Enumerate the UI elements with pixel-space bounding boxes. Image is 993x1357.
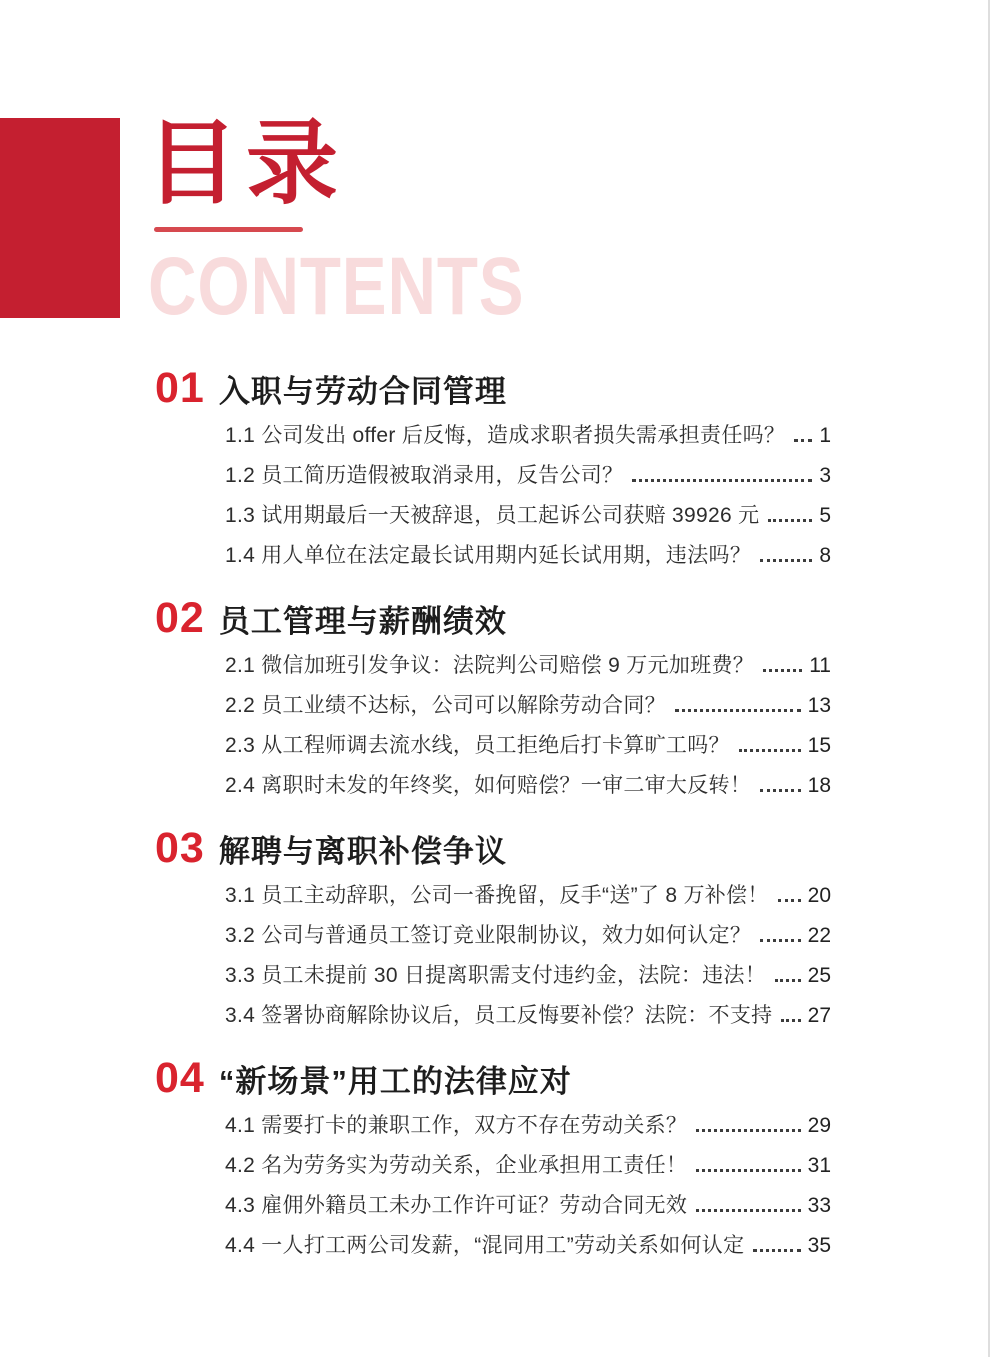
toc-entry-page: 8: [819, 544, 831, 567]
dot-leader: [760, 559, 812, 562]
section-heading: [155, 364, 831, 412]
section-number: 04: [155, 1054, 205, 1102]
toc-section: [155, 824, 831, 1036]
section-items: [155, 1106, 831, 1266]
toc-entry-page: 27: [807, 1004, 831, 1027]
page-edge-line: [988, 0, 990, 1357]
toc-entry-page: 3: [819, 464, 831, 487]
toc-entry[interactable]: [225, 726, 831, 766]
toc-entry-page: 33: [807, 1194, 831, 1217]
toc-entry-label: 1.1 公司发出 offer 后反悔，造成求职者损失需承担责任吗？: [225, 424, 786, 447]
section-items: [155, 876, 831, 1036]
dot-leader: [768, 519, 812, 522]
toc-entry-label: 1.3 试用期最后一天被辞退，员工起诉公司获赔 39926 元: [225, 504, 760, 527]
dot-leader: [775, 979, 801, 982]
toc-entry-page: 22: [807, 924, 831, 947]
toc-entry-label: 1.2 员工简历造假被取消录用，反告公司？: [225, 464, 624, 487]
dot-leader: [778, 899, 801, 902]
dot-leader: [675, 709, 801, 712]
toc-entry[interactable]: [225, 876, 831, 916]
dot-leader: [696, 1169, 800, 1172]
section-title: 入职与劳动合同管理: [218, 373, 507, 409]
dot-leader: [763, 669, 802, 672]
section-number: 01: [155, 364, 205, 412]
dot-leader: [760, 939, 801, 942]
toc-entry[interactable]: [225, 646, 831, 686]
toc-entry-page: 31: [807, 1154, 831, 1177]
section-items: [155, 646, 831, 806]
toc: [155, 364, 831, 1288]
section-number: 02: [155, 594, 205, 642]
toc-entry-label: 4.1 需要打卡的兼职工作，双方不存在劳动关系？: [225, 1114, 688, 1137]
toc-entry[interactable]: [225, 916, 831, 956]
toc-entry-page: 35: [807, 1234, 831, 1257]
toc-entry-label: 3.3 员工未提前 30 日提离职需支付违约金，法院：违法！: [225, 964, 767, 987]
dot-leader: [781, 1019, 800, 1022]
toc-entry-page: 29: [807, 1114, 831, 1137]
page-title: 目录: [146, 113, 347, 215]
toc-entry[interactable]: [225, 686, 831, 726]
dot-leader: [632, 479, 812, 482]
section-items: [155, 416, 831, 576]
section-heading: [155, 824, 831, 872]
toc-entry[interactable]: [225, 456, 831, 496]
section-title: 员工管理与薪酬绩效: [218, 603, 507, 639]
toc-entry-label: 4.3 雇佣外籍员工未办工作许可证？劳动合同无效: [225, 1194, 688, 1217]
toc-section: [155, 594, 831, 806]
toc-entry-page: 15: [807, 734, 831, 757]
toc-entry[interactable]: [225, 416, 831, 456]
toc-section: [155, 364, 831, 576]
toc-entry-label: 3.4 签署协商解除协议后，员工反悔要补偿？法院：不支持: [225, 1004, 773, 1027]
dot-leader: [760, 789, 801, 792]
toc-entry-label: 3.2 公司与普通员工签订竞业限制协议，效力如何认定？: [225, 924, 752, 947]
toc-entry-page: 18: [807, 774, 831, 797]
toc-entry-page: 20: [807, 884, 831, 907]
toc-entry-label: 2.2 员工业绩不达标，公司可以解除劳动合同？: [225, 694, 666, 717]
toc-entry-page: 5: [819, 504, 831, 527]
dot-leader: [696, 1209, 800, 1212]
title-underline-rule: [154, 227, 303, 232]
toc-entry[interactable]: [225, 536, 831, 576]
toc-entry[interactable]: [225, 1186, 831, 1226]
toc-entry[interactable]: [225, 956, 831, 996]
toc-entry[interactable]: [225, 1226, 831, 1266]
toc-entry-label: 4.2 名为劳务实为劳动关系，企业承担用工责任！: [225, 1154, 688, 1177]
decorative-red-square: [0, 118, 120, 318]
dot-leader: [696, 1129, 800, 1132]
toc-entry-label: 2.3 从工程师调去流水线，员工拒绝后打卡算旷工吗？: [225, 734, 730, 757]
page-title-english: CONTENTS: [148, 241, 525, 332]
toc-entry[interactable]: [225, 1146, 831, 1186]
dot-leader: [739, 749, 801, 752]
toc-entry-label: 2.1 微信加班引发争议：法院判公司赔偿 9 万元加班费？: [225, 654, 755, 677]
toc-entry[interactable]: [225, 496, 831, 536]
toc-entry-label: 2.4 离职时未发的年终奖，如何赔偿？一审二审大反转！: [225, 774, 752, 797]
dot-leader: [753, 1249, 800, 1252]
toc-entry-page: 11: [809, 654, 831, 677]
toc-entry[interactable]: [225, 996, 831, 1036]
section-heading: [155, 1054, 831, 1102]
toc-entry[interactable]: [225, 766, 831, 806]
toc-entry-label: 1.4 用人单位在法定最长试用期内延长试用期，违法吗？: [225, 544, 752, 567]
toc-entry-label: 3.1 员工主动辞职，公司一番挽留，反手“送”了 8 万补偿！: [225, 884, 769, 907]
section-heading: [155, 594, 831, 642]
section-number: 03: [155, 824, 205, 872]
section-title: “新场景”用工的法律应对: [218, 1063, 572, 1099]
toc-entry-page: 13: [807, 694, 831, 717]
toc-entry-label: 4.4 一人打工两公司发薪，“混同用工”劳动关系如何认定: [225, 1234, 745, 1257]
dot-leader: [794, 439, 812, 442]
toc-entry-page: 25: [807, 964, 831, 987]
section-title: 解聘与离职补偿争议: [218, 833, 507, 869]
toc-entry-page: 1: [819, 424, 831, 447]
toc-entry[interactable]: [225, 1106, 831, 1146]
toc-section: [155, 1054, 831, 1266]
